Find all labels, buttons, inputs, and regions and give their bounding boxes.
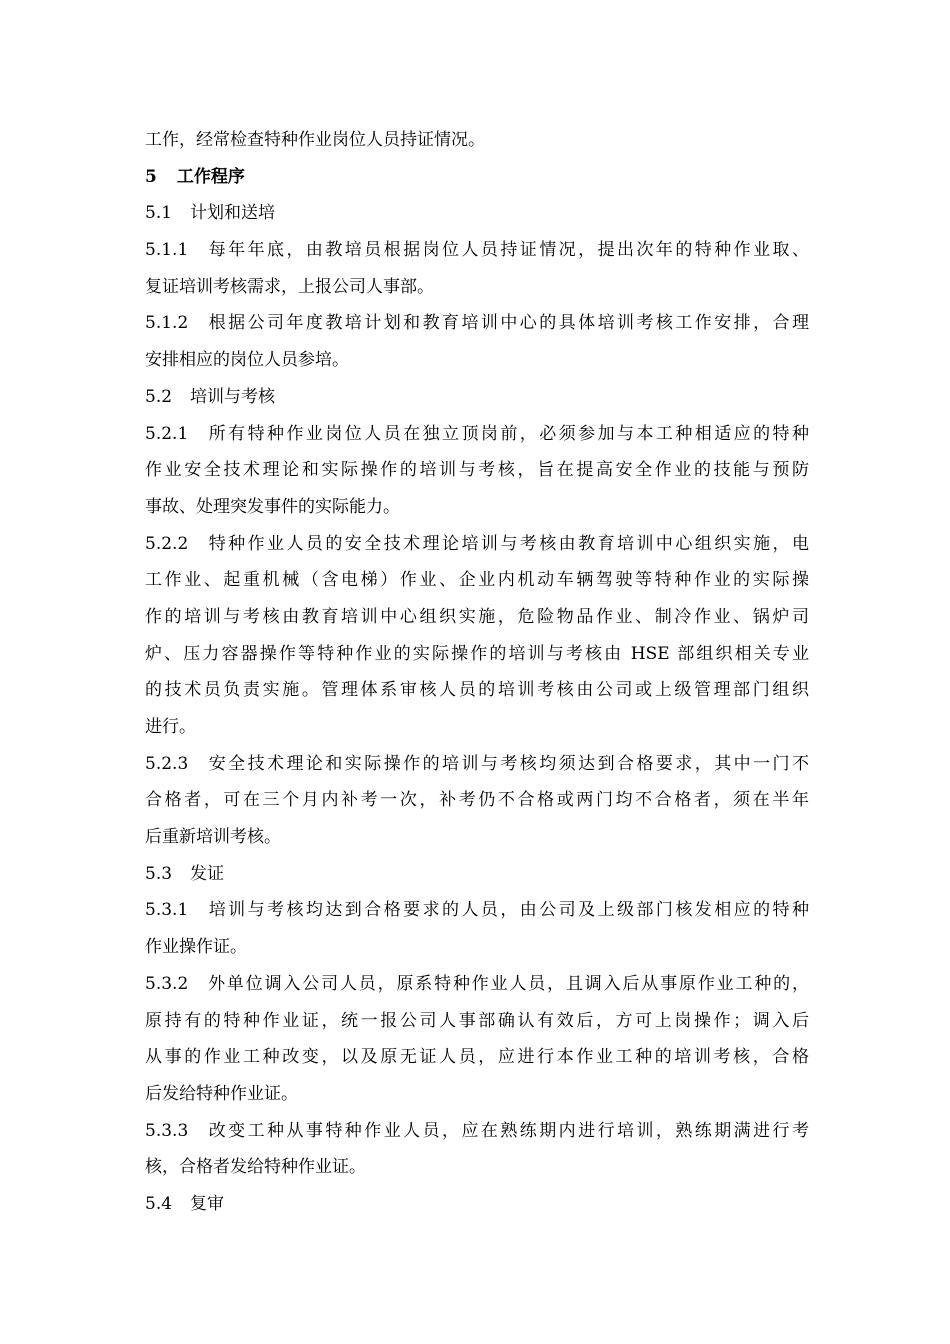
clause-text: 改变工种从事特种作业人员，应在熟练期内进行培训，熟练期满进行考 xyxy=(206,1120,809,1141)
clause-5-3-2-line: 后发给特种作业证。 xyxy=(145,1083,298,1104)
clause-5-3-1-line: 作业操作证。 xyxy=(145,937,247,958)
subsection-heading-5-2 xyxy=(145,379,809,416)
clause-5-2-3-line xyxy=(145,746,809,783)
clause-text: 特种作业人员的安全技术理论培训与考核由教育培训中心组织实施，电 xyxy=(206,533,809,554)
clause-5-2-2-line: 作的培训与考核由教育培训中心组织实施，危险物品作业、制冷作业、锅炉司 xyxy=(145,606,809,627)
section-title: 复审 xyxy=(190,1193,225,1214)
clause-5-3-2-line: 从事的作业工种改变，以及原无证人员，应进行本作业工种的培训考核，合格 xyxy=(145,1047,809,1068)
section-number: 5.3 xyxy=(145,863,173,884)
clause-5-2-2-line: 工作业、起重机械（含电梯）作业、企业内机动车辆驾驶等特种作业的实际操 xyxy=(145,570,809,591)
clause-5-3-3-line: 核，合格者发给特种作业证。 xyxy=(145,1157,366,1178)
clause-number: 5.2.3 xyxy=(145,753,189,774)
clause-5-2-2-line: 的技术员负责实施。管理体系审核人员的培训考核由公司或上级管理部门组织 xyxy=(145,680,809,701)
clause-text: 每年年底，由教培员根据岗位人员持证情况，提出次年的特种作业取、 xyxy=(206,240,809,261)
clause-5-2-3-line: 合格者，可在三个月内补考一次，补考仍不合格或两门均不合格者，须在半年 xyxy=(145,790,809,811)
clause-number: 5.3.3 xyxy=(145,1120,189,1141)
clause-text: 根据公司年度教培计划和教育培训中心的具体培训考核工作安排，合理 xyxy=(206,313,809,334)
subsection-heading-5-4 xyxy=(145,1186,809,1223)
section-title: 工作程序 xyxy=(176,166,245,187)
subsection-heading-5-1 xyxy=(145,195,809,232)
clause-number: 5.1.1 xyxy=(145,240,189,261)
clause-5-1-1-line: 复证培训考核需求，上报公司人事部。 xyxy=(145,276,434,297)
section-number: 5.4 xyxy=(145,1193,173,1214)
subsection-heading-5-3 xyxy=(145,856,809,893)
clause-5-3-3-line xyxy=(145,1113,809,1150)
section-number: 5.1 xyxy=(145,203,173,224)
clause-5-2-3-line: 后重新培训考核。 xyxy=(145,827,281,848)
clause-5-3-2-line: 原持有的特种作业证，统一报公司人事部确认有效后，方可上岗操作；调入后 xyxy=(145,1010,809,1031)
document-body xyxy=(145,122,809,1223)
clause-5-1-2-line xyxy=(145,305,809,342)
clause-5-2-2-line xyxy=(145,526,809,563)
clause-5-2-1-line: 作业安全技术理论和实际操作的培训与考核，旨在提高安全作业的技能与预防 xyxy=(145,460,809,481)
clause-number: 5.3.1 xyxy=(145,900,189,921)
clause-number: 5.3.2 xyxy=(145,973,189,994)
clause-text: 培训与考核均达到合格要求的人员，由公司及上级部门核发相应的特种 xyxy=(206,900,809,921)
clause-number: 5.2.1 xyxy=(145,423,189,444)
paragraph-line: 工作，经常检查特种作业岗位人员持证情况。 xyxy=(145,130,485,150)
clause-number: 5.1.2 xyxy=(145,313,189,334)
clause-text: 所有特种作业岗位人员在独立顶岗前，必须参加与本工种相适应的特种 xyxy=(206,423,809,444)
clause-number: 5.2.2 xyxy=(145,533,189,554)
section-number: 5.2 xyxy=(145,386,173,407)
clause-text: 安全技术理论和实际操作的培训与考核均须达到合格要求，其中一门不 xyxy=(206,753,809,774)
clause-5-2-1-line xyxy=(145,416,809,453)
section-title: 培训与考核 xyxy=(190,386,276,407)
clause-5-2-2-line: 进行。 xyxy=(145,717,196,737)
clause-5-3-1-line xyxy=(145,892,809,929)
clause-5-3-2-line xyxy=(145,966,809,1003)
section-number: 5 xyxy=(145,166,157,187)
section-title: 计划和送培 xyxy=(190,203,276,224)
section-heading-5 xyxy=(145,159,809,196)
clause-5-1-2-line: 安排相应的岗位人员参培。 xyxy=(145,350,349,371)
clause-5-2-1-line: 事故、处理突发事件的实际能力。 xyxy=(145,496,400,517)
clause-5-2-2-line: 炉、压力容器操作等特种作业的实际操作的培训与考核由 HSE 部组织相关专业 xyxy=(145,643,809,664)
clause-text: 外单位调入公司人员，原系特种作业人员，且调入后从事原作业工种的， xyxy=(206,973,809,994)
clause-5-1-1-line xyxy=(145,232,809,269)
section-title: 发证 xyxy=(190,863,225,884)
